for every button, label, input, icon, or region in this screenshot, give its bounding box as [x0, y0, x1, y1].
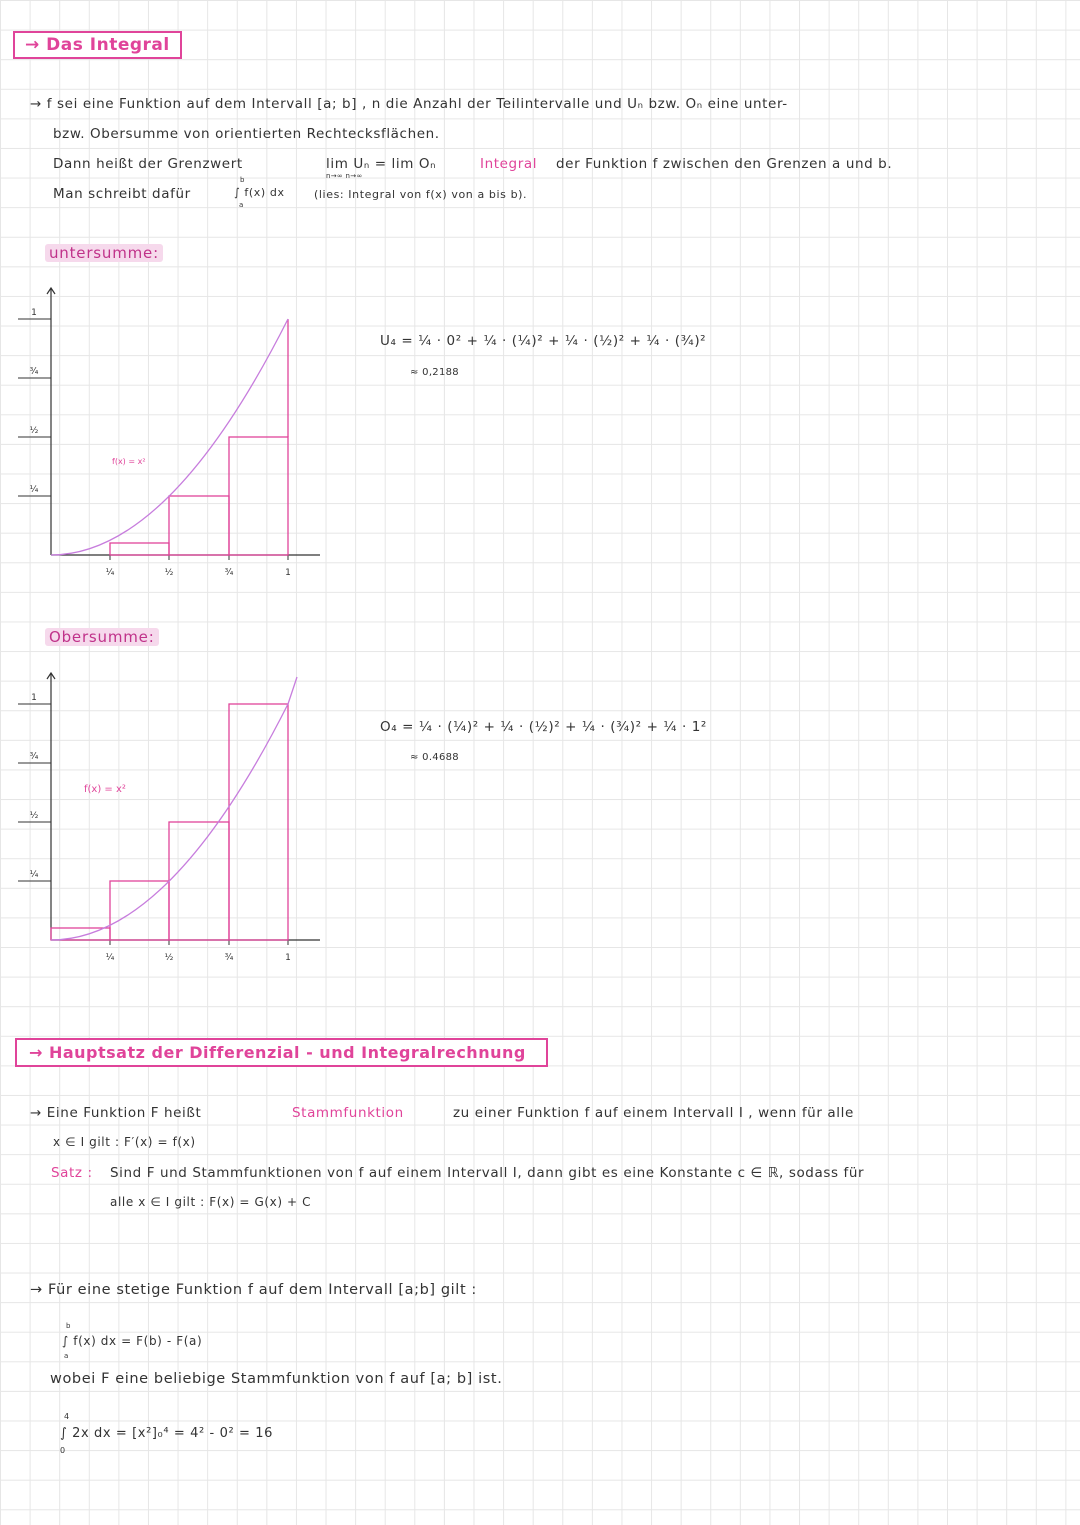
integral-notation: ∫ f(x) dx [234, 186, 285, 199]
stammfunktion-term: Stammfunktion [292, 1105, 404, 1121]
example-lower-bound: 0 [60, 1446, 66, 1455]
y-tick-1-4: ¼ [29, 485, 39, 495]
x-tick-1: 1 [285, 568, 291, 578]
x-tick-3-4: ¾ [224, 568, 234, 578]
definition-line-3-a: Dann heißt der Grenzwert [53, 156, 243, 172]
definition-line-4-b: (lies: Integral von f(x) von a bis b). [314, 188, 528, 201]
function-label: f(x) = x² [112, 457, 146, 466]
integral-lower-bound: a [239, 201, 244, 209]
stetig-line: → Für eine stetige Funktion f auf dem Intervall [a;b] gilt : [30, 1282, 477, 1298]
example-calculation: ∫ 2x dx = [x²]₀⁴ = 4² - 0² = 16 [60, 1426, 273, 1441]
definition-line-3-c: der Funktion f zwischen den Grenzen a und b. [556, 156, 893, 172]
section-title-hauptsatz: → Hauptsatz der Differenzial - und Integralrechnung [15, 1038, 548, 1067]
definition-line-3-lim: lim Uₙ = lim Oₙ [326, 156, 437, 172]
satz-line-2: alle x ∈ I gilt : F(x) = G(x) + C [110, 1195, 312, 1209]
integral-term: Integral [480, 156, 538, 172]
definition-line-4-a: Man schreibt dafür [53, 186, 191, 202]
stammfunktion-line-1-a: → Eine Funktion F heißt [30, 1105, 202, 1121]
lower-rect-4 [229, 437, 288, 555]
upper-rect-3 [169, 822, 229, 940]
y-tick-3-4: ¾ [29, 367, 39, 377]
definition-line-1: → f sei eine Funktion auf dem Intervall [a; b] , n die Anzahl der Teilintervalle und Uₙ bzw. Oₙ eine unter- [30, 96, 788, 112]
x-tick-1-2: ½ [164, 953, 174, 963]
y-tick-1: 1 [31, 693, 37, 703]
y-tick-1: 1 [31, 308, 37, 318]
x-tick-1-4: ¼ [105, 953, 115, 963]
obersumme-approx: ≈ 0.4688 [410, 752, 459, 763]
formula-lower-bound: a [64, 1352, 69, 1360]
y-tick-1-4: ¼ [29, 870, 39, 880]
y-tick-3-4: ¾ [29, 752, 39, 762]
x-tick-1: 1 [285, 953, 291, 963]
lower-rect-2 [110, 543, 169, 555]
x-tick-1-2: ½ [164, 568, 174, 578]
wobei-line: wobei F eine beliebige Stammfunktion von f auf [a; b] ist. [50, 1371, 503, 1387]
untersumme-formula: U₄ = ¼ · 0² + ¼ · (¼)² + ¼ · (½)² + ¼ · (¾)² [380, 333, 707, 349]
untersumme-approx: ≈ 0,2188 [410, 367, 459, 378]
example-upper-bound: 4 [64, 1412, 70, 1421]
satz-text: Sind F und Stammfunktionen von f auf einem Intervall I, dann gibt es eine Konstante c ∈ ℝ, sodass für [110, 1165, 865, 1181]
untersumme-label: untersumme: [45, 244, 163, 262]
lim-subscript: n→∞ n→∞ [326, 172, 363, 180]
lower-rect-3 [169, 496, 229, 555]
satz-label: Satz : [51, 1165, 93, 1181]
section-title-integral: → Das Integral [13, 31, 182, 59]
function-label: f(x) = x² [84, 784, 126, 795]
y-tick-1-2: ½ [29, 811, 39, 821]
stammfunktion-line-1-c: zu einer Funktion f auf einem Intervall I , wenn für alle [453, 1105, 854, 1121]
definition-line-2: bzw. Obersumme von orientierten Rechtecksflächen. [53, 126, 440, 142]
parabola-curve [51, 677, 297, 940]
x-tick-1-4: ¼ [105, 568, 115, 578]
obersumme-graph [0, 665, 340, 975]
stammfunktion-line-2: x ∈ I gilt : F′(x) = f(x) [53, 1135, 196, 1149]
y-tick-1-2: ½ [29, 426, 39, 436]
obersumme-formula: O₄ = ¼ · (¼)² + ¼ · (½)² + ¼ · (¾)² + ¼ · 1² [380, 719, 707, 735]
obersumme-label: Obersumme: [45, 628, 159, 646]
x-tick-3-4: ¾ [224, 953, 234, 963]
untersumme-graph [0, 280, 340, 590]
upper-rect-4 [229, 704, 288, 940]
hauptsatz-formula: ∫ f(x) dx = F(b) - F(a) [62, 1334, 203, 1348]
integral-upper-bound: b [240, 176, 245, 184]
formula-upper-bound: b [66, 1322, 71, 1330]
